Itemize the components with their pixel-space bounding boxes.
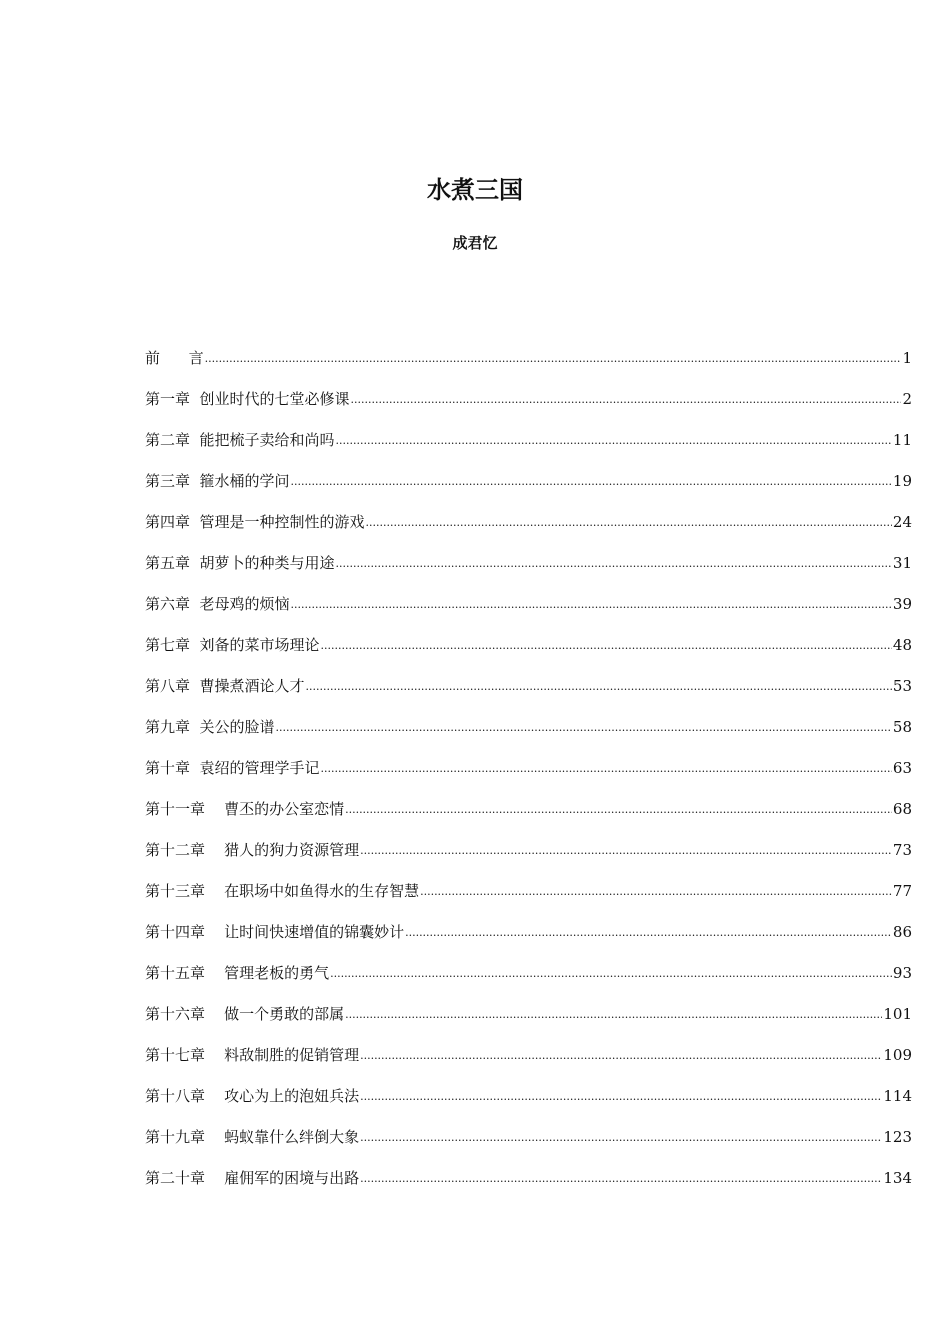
toc-entry-page-number: 114 — [883, 1087, 912, 1105]
toc-entry-page-number: 39 — [892, 595, 912, 613]
toc-entry-label: 第十四章 让时间快速增值的锦囊妙计 — [145, 923, 405, 941]
toc-entry-page-number: 123 — [883, 1128, 912, 1146]
toc-entry[interactable] — [145, 511, 912, 552]
toc-entry[interactable] — [145, 921, 912, 962]
toc-entry[interactable] — [145, 716, 912, 757]
toc-dot-leader — [336, 551, 892, 575]
toc-entry-page-number: 24 — [892, 513, 912, 531]
toc-dot-leader — [345, 797, 892, 821]
toc-entry-label: 第十一章 曹丕的办公室恋情 — [145, 800, 345, 818]
toc-dot-leader — [291, 469, 892, 493]
toc-entry-label: 第三章 箍水桶的学问 — [145, 472, 290, 490]
toc-dot-leader — [420, 879, 892, 903]
toc-entry[interactable] — [145, 1003, 912, 1044]
toc-dot-leader — [360, 1043, 882, 1067]
toc-entry-label: 第六章 老母鸡的烦恼 — [145, 595, 290, 613]
toc-entry[interactable] — [145, 798, 912, 839]
toc-entry[interactable] — [145, 839, 912, 880]
toc-dot-leader — [405, 920, 892, 944]
toc-dot-leader — [351, 387, 902, 411]
toc-entry-page-number: 73 — [892, 841, 912, 859]
toc-entry-label: 第十六章 做一个勇敢的部属 — [145, 1005, 345, 1023]
toc-entry-label: 第一章 创业时代的七堂必修课 — [145, 390, 350, 408]
toc-entry-label: 第二十章 雇佣军的困境与出路 — [145, 1169, 360, 1187]
toc-entry[interactable] — [145, 1085, 912, 1126]
toc-dot-leader — [291, 592, 892, 616]
toc-entry-label: 第九章 关公的脸谱 — [145, 718, 275, 736]
toc-entry-page-number: 19 — [892, 472, 912, 490]
toc-entry-page-number: 1 — [902, 349, 912, 367]
toc-entry[interactable] — [145, 552, 912, 593]
toc-entry-page-number: 31 — [892, 554, 912, 572]
toc-entry[interactable] — [145, 757, 912, 798]
toc-entry-page-number: 134 — [883, 1169, 912, 1187]
toc-entry-label: 第十章 袁绍的管理学手记 — [145, 759, 320, 777]
toc-entry-label: 第七章 刘备的菜市场理论 — [145, 636, 320, 654]
toc-entry[interactable] — [145, 1126, 912, 1167]
toc-entry[interactable] — [145, 1167, 912, 1208]
toc-entry[interactable] — [145, 634, 912, 675]
toc-entry-page-number: 48 — [892, 636, 912, 654]
toc-entry-label: 第八章 曹操煮酒论人才 — [145, 677, 305, 695]
toc-entry-page-number: 68 — [892, 800, 912, 818]
toc-entry-page-number: 58 — [892, 718, 912, 736]
toc-entry-label: 第十七章 料敌制胜的促销管理 — [145, 1046, 360, 1064]
toc-entry-page-number: 86 — [892, 923, 912, 941]
toc-entry[interactable] — [145, 593, 912, 634]
toc-entry-label: 第十五章 管理老板的勇气 — [145, 964, 330, 982]
toc-entry-label: 第二章 能把梳子卖给和尚吗 — [145, 431, 335, 449]
toc-entry-label: 第十九章 蚂蚁靠什么绊倒大象 — [145, 1128, 360, 1146]
toc-entry[interactable] — [145, 675, 912, 716]
toc-entry-page-number: 101 — [883, 1005, 912, 1023]
toc-dot-leader — [205, 346, 902, 370]
toc-entry-page-number: 77 — [892, 882, 912, 900]
toc-entry-page-number: 63 — [892, 759, 912, 777]
toc-dot-leader — [366, 510, 892, 534]
toc-entry-label: 前 言 — [145, 349, 204, 367]
toc-entry-page-number: 2 — [902, 390, 912, 408]
toc-dot-leader — [321, 633, 892, 657]
document-title: 水煮三国 — [427, 176, 523, 204]
toc-entry-label: 第五章 胡萝卜的种类与用途 — [145, 554, 335, 572]
toc-dot-leader — [360, 1166, 882, 1190]
toc-entry-label: 第十三章 在职场中如鱼得水的生存智慧 — [145, 882, 420, 900]
toc-entry[interactable] — [145, 880, 912, 921]
table-of-contents — [145, 347, 912, 1208]
toc-entry[interactable] — [145, 347, 912, 388]
toc-entry-page-number: 11 — [892, 431, 912, 449]
toc-dot-leader — [306, 674, 892, 698]
toc-dot-leader — [360, 838, 892, 862]
toc-entry[interactable] — [145, 470, 912, 511]
toc-entry[interactable] — [145, 1044, 912, 1085]
toc-entry[interactable] — [145, 429, 912, 470]
toc-dot-leader — [360, 1084, 882, 1108]
toc-entry-label: 第十二章 猎人的狗力资源管理 — [145, 841, 360, 859]
toc-dot-leader — [336, 428, 892, 452]
document-author: 成君忆 — [452, 234, 498, 252]
toc-dot-leader — [330, 961, 892, 985]
toc-dot-leader — [276, 715, 892, 739]
toc-dot-leader — [345, 1002, 882, 1026]
toc-entry-label: 第四章 管理是一种控制性的游戏 — [145, 513, 365, 531]
toc-dot-leader — [360, 1125, 882, 1149]
toc-entry-page-number: 93 — [892, 964, 912, 982]
toc-entry-page-number: 53 — [892, 677, 912, 695]
toc-entry[interactable] — [145, 388, 912, 429]
toc-entry-label: 第十八章 攻心为上的泡妞兵法 — [145, 1087, 360, 1105]
toc-entry[interactable] — [145, 962, 912, 1003]
toc-dot-leader — [321, 756, 892, 780]
toc-entry-page-number: 109 — [883, 1046, 912, 1064]
